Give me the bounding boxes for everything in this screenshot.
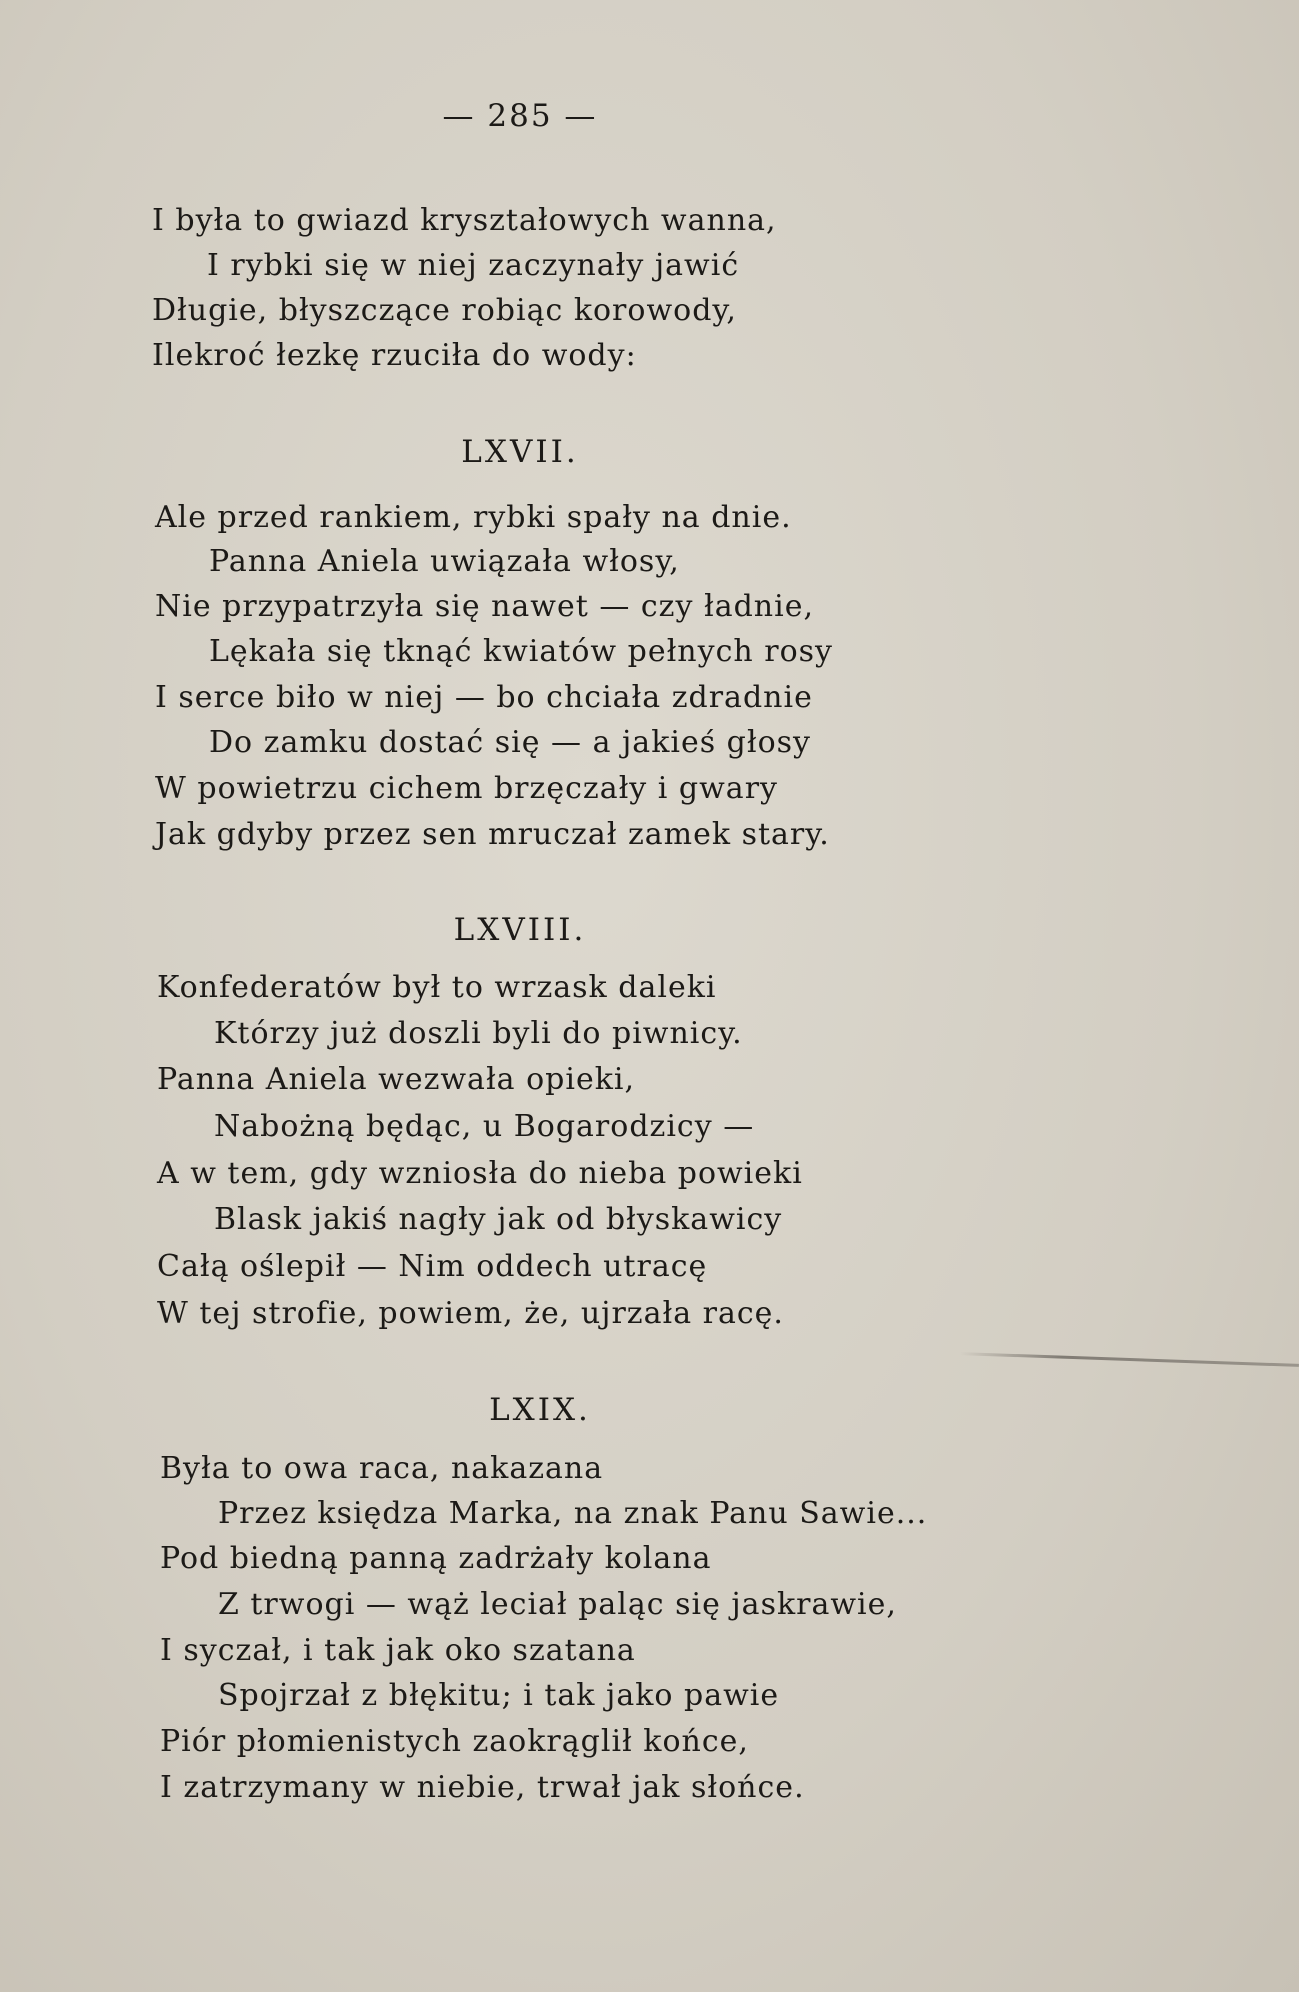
verse-line: Którzy już doszli byli do piwnicy.: [214, 1016, 743, 1051]
verse-line: Panna Aniela wezwała opieki,: [157, 1062, 636, 1097]
verse-line: Nie przypatrzyła się nawet — czy ładnie,: [155, 589, 814, 624]
verse-line: Do zamku dostać się — a jakieś głosy: [209, 725, 811, 760]
verse-line: Pod biedną panną zadrżały kolana: [160, 1541, 712, 1576]
verse-line: I syczał, i tak jak oko szatana: [160, 1633, 636, 1668]
verse-line: I serce biło w niej — bo chciała zdradnie: [155, 680, 813, 715]
verse-line: Piór płomienistych zaokrąglił końce,: [160, 1724, 749, 1759]
verse-line: Ale przed rankiem, rybki spały na dnie.: [155, 500, 792, 535]
stanza-heading-lxix: LXIX.: [489, 1392, 591, 1428]
verse-line: I zatrzymany w niebie, trwał jak słońce.: [160, 1770, 805, 1805]
verse-line: W powietrzu cichem brzęczały i gwary: [155, 771, 778, 806]
verse-line: Ilekroć łezkę rzuciła do wody:: [152, 338, 637, 373]
verse-line: Blask jakiś nagły jak od błyskawicy: [214, 1202, 783, 1237]
verse-line: I była to gwiazd kryształowych wanna,: [152, 203, 777, 238]
verse-line: W tej strofie, powiem, że, ujrzała racę.: [157, 1296, 784, 1331]
verse-line: I rybki się w niej zaczynały jawić: [207, 248, 740, 283]
page-number: — 285 —: [442, 98, 598, 134]
verse-line: Z trwogi — wąż leciał paląc się jaskrawie,: [218, 1587, 897, 1622]
stanza-heading-lxvii: LXVII.: [461, 434, 579, 470]
verse-line: Lękała się tknąć kwiatów pełnych rosy: [209, 634, 833, 669]
paper-stain: [960, 1352, 1299, 1367]
verse-line: Całą oślepił — Nim oddech utracę: [157, 1249, 708, 1284]
stanza-heading-lxviii: LXVIII.: [453, 912, 587, 948]
verse-line: Długie, błyszczące robiąc korowody,: [152, 293, 737, 328]
verse-line: Nabożną będąc, u Bogarodzicy —: [214, 1109, 755, 1144]
verse-line: A w tem, gdy wzniosła do nieba powieki: [157, 1156, 803, 1191]
verse-line: Była to owa raca, nakazana: [160, 1451, 604, 1486]
verse-line: Spojrzał z błękitu; i tak jako pawie: [218, 1678, 780, 1713]
verse-line: Jak gdyby przez sen mruczał zamek stary.: [155, 817, 830, 852]
verse-line: Panna Aniela uwiązała włosy,: [209, 544, 680, 579]
verse-line: Konfederatów był to wrzask daleki: [157, 970, 717, 1005]
verse-line: Przez księdza Marka, na znak Panu Sawie...: [218, 1496, 928, 1531]
